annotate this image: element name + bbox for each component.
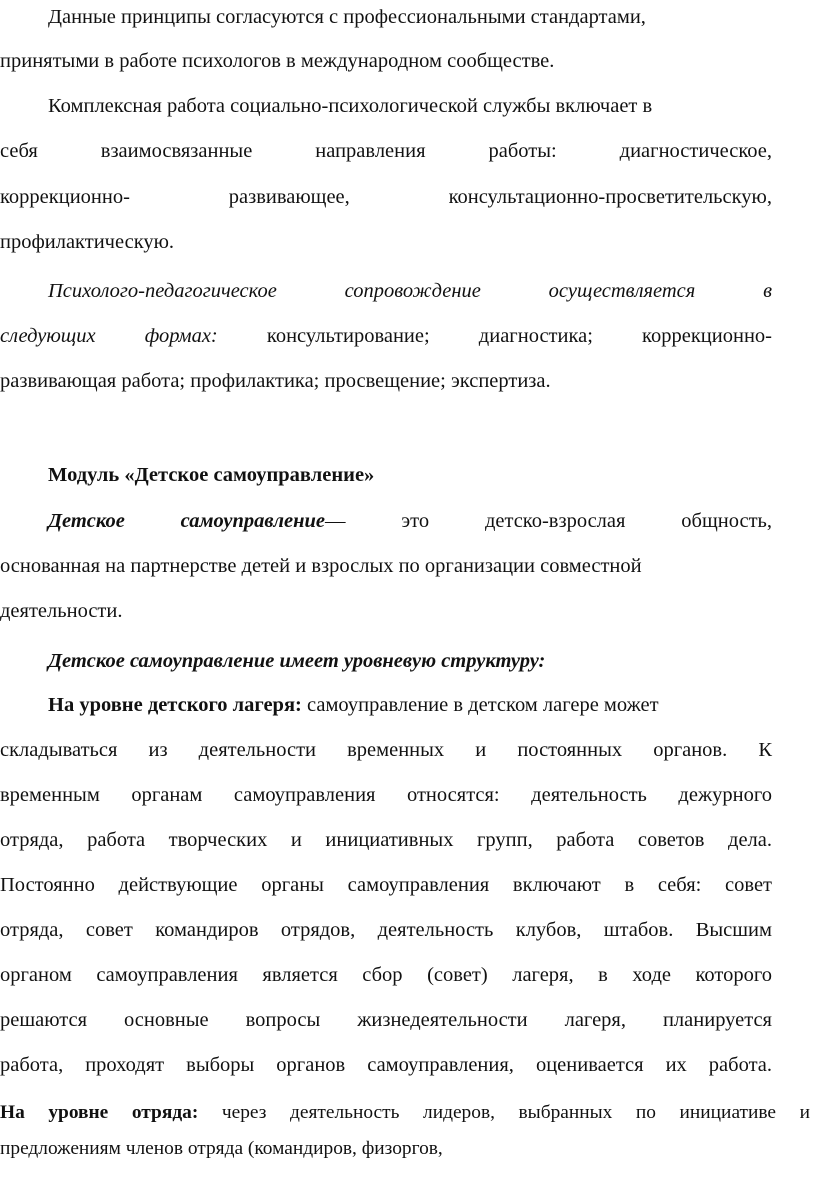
- paragraph-line: органом самоуправления является сбор (совет) лагеря, в ходе которого: [0, 964, 772, 986]
- definition-term: Детское самоуправление: [48, 510, 326, 532]
- forms-label: следующих формах:: [0, 325, 218, 347]
- paragraph-line: принятыми в работе психологов в международном сообществе.: [0, 50, 555, 72]
- squad-level-label: На уровне отряда:: [0, 1102, 199, 1123]
- camp-level-label: На уровне детского лагеря:: [48, 694, 302, 716]
- paragraph-line: Данные принципы согласуются с профессиональными стандартами,: [48, 6, 646, 28]
- module-heading: Модуль «Детское самоуправление»: [48, 464, 375, 486]
- definition-text: — это детско-взрослая общность,: [325, 510, 772, 532]
- paragraph-line: основанная на партнерстве детей и взрослых по организации совместной: [0, 555, 642, 577]
- paragraph-line: работа, проходят выборы органов самоуправления, оценивается их работа.: [0, 1054, 772, 1076]
- paragraph-line: отряда, совет командиров отрядов, деятельность клубов, штабов. Высшим: [0, 919, 772, 941]
- structure-heading: Детское самоуправление имеет уровневую структуру:: [48, 650, 546, 672]
- paragraph-line-italic: Психолого-педагогическое сопровождение осуществляется в: [48, 280, 772, 302]
- paragraph-line: предложениям членов отряда (командиров, физоргов,: [0, 1138, 443, 1159]
- paragraph-line: себя взаимосвязанные направления работы: диагностическое,: [0, 140, 772, 162]
- paragraph-line: отряда, работа творческих и инициативных групп, работа советов дела.: [0, 829, 772, 851]
- paragraph-line: [0, 322, 772, 350]
- paragraph-line: Постоянно действующие органы самоуправления включают в себя: совет: [0, 874, 772, 896]
- paragraph-line: коррекционно- развивающее, консультационно-просветительскую,: [0, 186, 772, 208]
- forms-list: консультирование; диагностика; коррекционно-: [217, 325, 772, 347]
- paragraph-line: развивающая работа; профилактика; просвещение; экспертиза.: [0, 370, 551, 392]
- paragraph-line: [0, 1101, 810, 1125]
- paragraph-line: [48, 691, 772, 719]
- paragraph-line: профилактическую.: [0, 231, 175, 253]
- paragraph-line: складываться из деятельности временных и постоянных органов. К: [0, 739, 772, 761]
- paragraph-line: решаются основные вопросы жизнедеятельности лагеря, планируется: [0, 1009, 772, 1031]
- paragraph-line: временным органам самоуправления относятся: деятельность дежурного: [0, 784, 772, 806]
- camp-level-text: самоуправление в детском лагере может: [301, 694, 659, 716]
- paragraph-line: деятельности.: [0, 600, 123, 622]
- definition-line: [48, 507, 772, 535]
- paragraph-line: Комплексная работа социально-психологической службы включает в: [48, 95, 653, 117]
- squad-level-text: через деятельность лидеров, выбранных по инициативе и: [198, 1102, 810, 1123]
